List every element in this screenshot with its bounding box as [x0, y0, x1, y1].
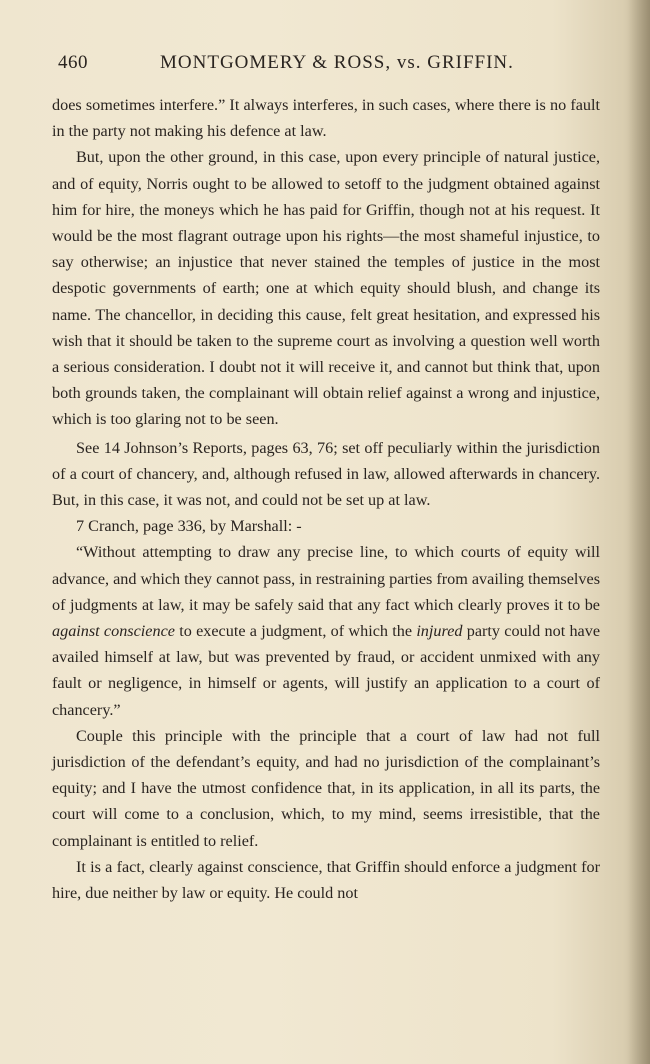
paragraph-2: But, upon the other ground, in this case, upon every principle of natural justice, and of equity, Norris ought to be allowed to setoff to the judgment obtained against him for hire, the moneys which he has paid for Griffin, though not at his request. It would be the most flagrant outrage upon his rights—the most shameful injustice, to say otherwise; an injustice that never stained the temples of justice in the most despotic governments of earth; one at which equity should blush, and change its name. The chancellor, in deciding this cause, felt great hesitation, and expressed his wish that it should be taken to the supreme court as involving a question well worth a serious consideration. I doubt not it will receive it, and cannot but think that, upon both grounds taken, the complainant will obtain relief against a wrong and injustice, which is too glaring not to be seen. [52, 148, 600, 429]
running-title: MONTGOMERY & ROSS, vs. GRIFFIN. [160, 52, 514, 73]
page-number: 460 [58, 52, 88, 73]
paragraph-7: It is a fact, clearly against conscience, that Griffin should enforce a judgment for hire, due neither by law or equity. He could not [52, 857, 600, 903]
quote-emphasis-against-conscience: against conscience [52, 622, 175, 641]
quote-text-a: “Without attempting to draw any precise line, to which courts of equity will advance, and which they cannot pass, in restraining parties from availing themselves of judgments at law, it may be safely said that any fact which clearly proves it to be [52, 543, 600, 614]
body-text [52, 92, 600, 906]
paragraph-6: Couple this principle with the principle that a court of law had not full jurisdiction of the defendant’s equity, and had no jurisdiction of the complainant’s equity; and I have the utmost confidence that, in its application, in all its parts, the court will come to a conclusion, which, to my mind, seems irresistible, that the complainant is entitled to relief. [52, 726, 600, 850]
page-edge-shadow [628, 0, 650, 1064]
quote-emphasis-injured: injured [416, 622, 463, 641]
quote-text-c: party could not have availed himself at law, but was prevented by fraud, or accident unmixed with any fault or negligence, in himself or agents, will justify an application to a court of chancery.” [52, 622, 601, 719]
quote-text-b: to execute a judgment, of which the [174, 622, 417, 641]
paragraph-1: does sometimes interfere.” It always interferes, in such cases, where there is no fault in the party not making his defence at law. [52, 96, 600, 141]
paragraph-3: See 14 Johnson’s Reports, pages 63, 76; set off peculiarly within the jurisdiction of a court of chancery, and, although refused in law, allowed afterwards in chancery. But, in this case, it was not, and could not be set up at law. [52, 438, 600, 510]
paragraph-5-quote [52, 539, 600, 722]
paragraph-4: 7 Cranch, page 336, by Marshall: - [76, 517, 302, 536]
running-header [50, 52, 610, 82]
